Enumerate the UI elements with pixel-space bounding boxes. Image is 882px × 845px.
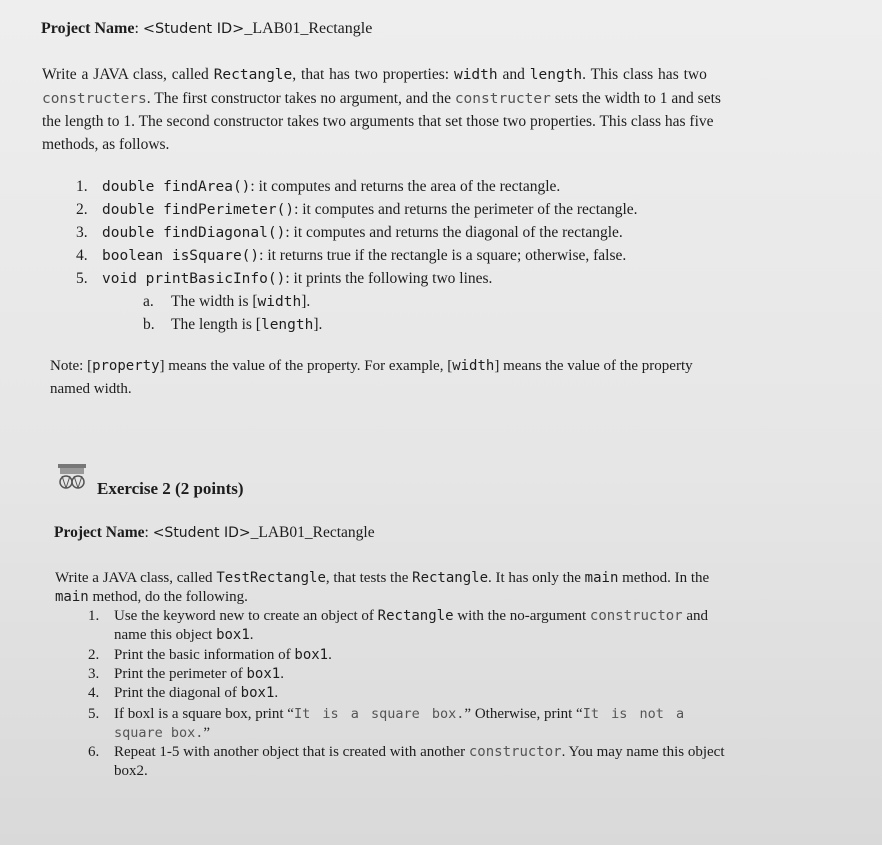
project-student-id: <Student ID> (152, 525, 251, 541)
step-text: and (682, 608, 709, 624)
method-item (76, 200, 638, 220)
para-text: , that has two properties: (292, 66, 454, 83)
project-label: Project Name (41, 20, 135, 37)
note-text: ] means the value of the property (494, 358, 693, 374)
code-width: width (453, 67, 498, 83)
method-item (76, 223, 623, 243)
intro-text: . It has only the (488, 570, 585, 586)
para-line-3: the length to 1. The second constructor takes two arguments that set those two properties. This class has five (42, 113, 714, 130)
list-number: 1. (76, 178, 88, 195)
method-description: : it computes and returns the area of the rectangle. (250, 178, 561, 195)
code-box1: box1 (240, 685, 275, 701)
list-number: 1. (88, 608, 100, 624)
sub-item-text: The width is [ (171, 293, 258, 310)
method-description: : it prints the following two lines. (285, 270, 493, 287)
step-5 (88, 704, 684, 724)
step-text: If boxl is a square box, print “ (114, 706, 294, 722)
code-box1: box1 (294, 647, 329, 663)
code-box1: box1 (216, 627, 250, 643)
para-text: sets the width to 1 and sets (550, 90, 721, 107)
intro-line-1 (55, 568, 709, 588)
project-colon: : (144, 524, 149, 541)
project-student-id: <Student ID> (142, 21, 245, 37)
code-method: double findArea() (102, 179, 251, 195)
intro-text: method. In the (618, 570, 710, 586)
list-number: 2. (88, 647, 100, 663)
code-rectangle: Rectangle (412, 570, 488, 586)
para-text: . The first constructor takes no argument, and the (146, 90, 455, 107)
step-text: name this object (114, 627, 217, 643)
step-text: . (328, 647, 332, 663)
code-string: It is a square box. (293, 706, 465, 722)
list-number: 3. (88, 666, 100, 682)
para-text: . This class has two (582, 66, 707, 83)
list-number: 5. (76, 270, 88, 287)
step-text: ” (203, 725, 211, 741)
step-4 (88, 683, 278, 703)
list-letter: a. (143, 293, 154, 310)
code-method: double findDiagonal() (102, 225, 286, 241)
list-number: 4. (88, 685, 100, 701)
code-rectangle: Rectangle (377, 608, 454, 624)
project-suffix: _LAB01_Rectangle (250, 524, 375, 541)
project-name-line-1 (41, 19, 372, 39)
note-line-2: named width. (50, 381, 132, 397)
sub-item (143, 315, 322, 335)
step-text: Print the basic information of (114, 647, 295, 663)
project-colon: : (134, 20, 139, 37)
para-text: Write a JAVA class, called (42, 66, 214, 83)
code-property: property (92, 358, 160, 374)
step-text: . You may name this object (561, 744, 725, 760)
code-string: square box. (114, 725, 204, 741)
project-label: Project Name (54, 524, 145, 541)
workbench-icon (56, 462, 88, 492)
step-text: Repeat 1-5 with another object that is created with another (114, 744, 469, 760)
code-method: void printBasicInfo() (102, 271, 286, 287)
method-description: : it computes and returns the diagonal of the rectangle. (285, 224, 623, 241)
code-main: main (55, 589, 89, 605)
note-text: ] means the value of the property. For example, [ (159, 358, 453, 374)
code-string: It is not a (582, 706, 685, 722)
list-number: 3. (76, 224, 88, 241)
method-description: : it computes and returns the perimeter of the rectangle. (294, 201, 638, 218)
sub-item (143, 292, 310, 312)
step-text: . (274, 685, 279, 701)
list-number: 2. (76, 201, 88, 218)
exercise-2-title: Exercise 2 (2 points) (97, 479, 244, 498)
step-text: Print the diagonal of (114, 685, 241, 701)
code-width: width (452, 358, 495, 374)
method-item (76, 177, 560, 197)
code-constructer: constructer (454, 91, 551, 107)
list-number: 5. (88, 706, 100, 722)
step-1-line-2 (114, 625, 254, 645)
list-number: 6. (88, 744, 100, 760)
step-text: . (249, 627, 254, 643)
code-length: length (529, 67, 583, 83)
step-2 (88, 645, 332, 665)
code-constructers: constructers (42, 91, 147, 107)
code-testrectangle: TestRectangle (216, 570, 326, 586)
note-text: Note: [ (50, 358, 93, 374)
sub-item-text: The length is [ (171, 316, 261, 333)
project-suffix: _LAB01_Rectangle (244, 20, 373, 37)
code-method: double findPerimeter() (102, 202, 295, 218)
step-1 (88, 606, 708, 626)
intro-line-2 (55, 587, 248, 607)
step-6-line-2: box2. (114, 763, 148, 779)
code-constructor: constructor (589, 608, 683, 624)
intro-text: method, do the following. (88, 589, 248, 605)
code-constructor: constructor (468, 744, 562, 760)
list-number: 4. (76, 247, 88, 264)
intro-text: Write a JAVA class, called (55, 570, 217, 586)
para-text: and (497, 66, 530, 83)
code-main: main (584, 570, 619, 586)
step-5-line-2 (114, 723, 210, 743)
step-text: . (280, 666, 284, 682)
para-line-2 (42, 89, 721, 109)
para-line-4: methods, as follows. (42, 136, 170, 153)
project-name-line-2 (54, 523, 375, 543)
step-6 (88, 742, 725, 762)
step-text: Use the keyword new to create an object of (114, 608, 378, 624)
code-box1: box1 (246, 666, 281, 682)
code-width: width (257, 294, 302, 310)
code-rectangle: Rectangle (213, 67, 293, 83)
step-text: with the no-argument (453, 608, 590, 624)
step-text: ” Otherwise, print “ (464, 706, 583, 722)
sub-item-end: ]. (301, 293, 311, 310)
step-text: Print the perimeter of (114, 666, 247, 682)
list-letter: b. (143, 316, 155, 333)
step-3 (88, 664, 284, 684)
intro-text: , that tests the (325, 570, 413, 586)
method-description: : it returns true if the rectangle is a square; otherwise, false. (259, 247, 627, 264)
note-line-1 (50, 356, 693, 376)
sub-item-end: ]. (313, 316, 323, 333)
para-line-1 (42, 65, 707, 85)
method-item (76, 246, 626, 266)
code-method: boolean isSquare() (102, 248, 260, 264)
code-length: length (260, 317, 314, 333)
method-item (76, 269, 492, 289)
